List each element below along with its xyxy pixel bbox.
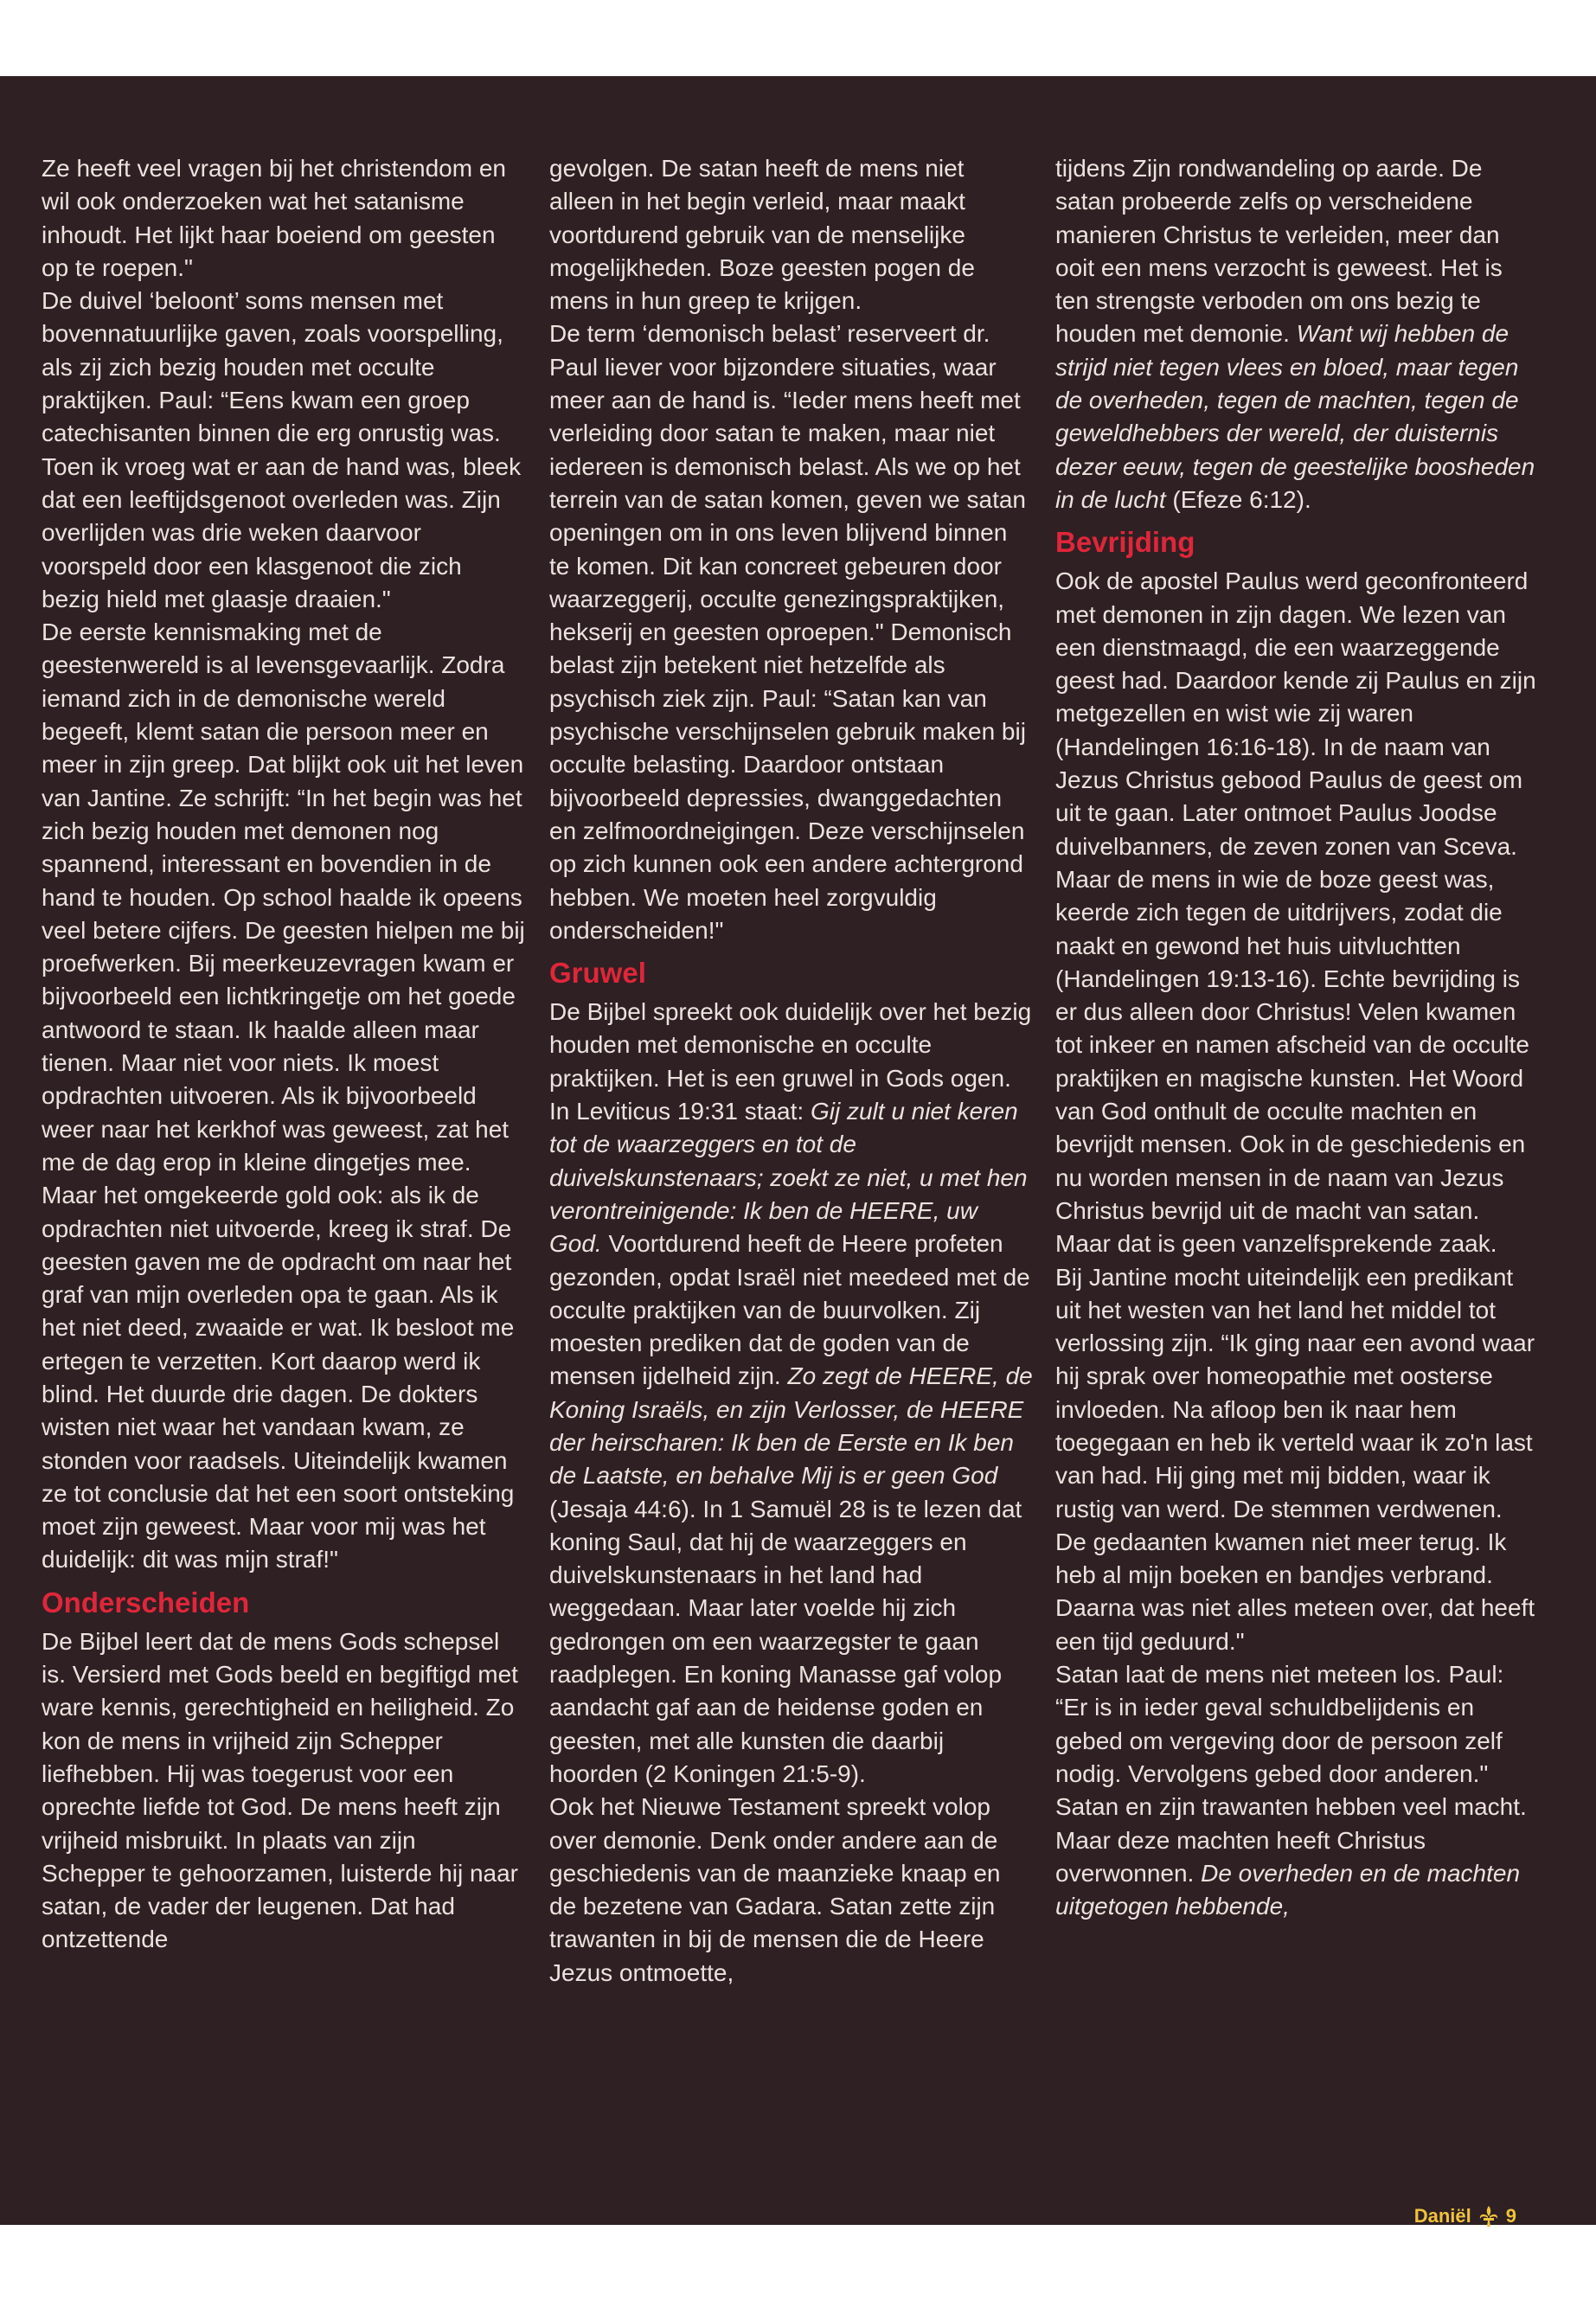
magazine-name: Daniël	[1413, 2205, 1471, 2227]
paragraph: De eerste kennismaking met de geestenwereld is al levensgevaarlijk. Zodra iemand zich in de demonische wereld begeeft, klemt satan die persoon meer en meer in zijn greep. Dat blijkt ook uit het leven van Jantine. Ze schrijft: “In het begin was het zich bezig houden met demonen nog spannend, interessant en bovendien in de hand te houden. Op school haalde ik opeens veel betere cijfers. De geesten hielpen me bij proefwerken. Bij meerkeuzevragen kwam er bijvoorbeeld een lichtkringetje om het goede antwoord te staan. Ik haalde alleen maar tienen. Maar niet voor niets. Ik moest opdrachten uitvoeren. Als ik bijvoorbeeld weer naar het kerkhof was geweest, zat het me de dag erop in kleine dingetjes mee. Maar het omgekeerde gold ook: als ik de opdrachten niet uitvoerde, kreeg ik straf. De geesten gaven me de opdracht om naar het graf van mijn overleden opa te gaan. Als ik het niet deed, zwaaide er wat. Ik besloot me ertegen te verzetten. Kort daarop werd ik blind. Het duurde drie dagen. De dokters wisten niet waar het vandaan kwam, ze stonden voor raadsels. Uiteindelijk kwamen ze tot conclusie dat het een soort ontsteking moet zijn geweest. Maar voor mij was het duidelijk: dit was mijn straf!"	[42, 619, 525, 1574]
text-run: (Efeze 6:12).	[1165, 485, 1311, 513]
text-run: (Jesaja 44:6). In 1 Samuël 28 is te lezen dat koning Saul, dat hij de waarzeggers en duivelskunstenaars in het land had weggedaan. Maar later voelde hij zich gedrongen om een waarzegster te gaan raadplegen. En koning Manasse gaf volop aandacht gaf aan de heidense goden en geesten, met alle kunsten die daarbij hoorden (2 Koningen 21:5-9).	[549, 1495, 1022, 1787]
paragraph: De term ‘demonisch belast’ reserveert dr. Paul liever voor bijzondere situaties, waar meer aan de hand is. “Ieder mens heeft met verleiding door satan te maken, maar niet iedereen is demonisch belast. Als we op het terrein van de satan komen, geven we satan openingen om in ons leven blijvend binnen te komen. Dit kan concreet gebeuren door waarzeggerij, occulte genezingspraktijken, hekserij en geesten oproepen." Demonisch belast zijn betekent niet hetzelfde als psychisch ziek zijn. Paul: “Satan kan van psychische verschijnselen gebruik maken bij occulte belasting. Daardoor ontstaan bijvoorbeeld depressies, dwanggedachten en zelfmoordneigingen. Deze verschijnselen op zich kunnen ook een andere achtergrond hebben. We moeten heel zorgvuldig onderscheiden!"	[549, 320, 1027, 944]
paragraph: gevolgen. De satan heeft de mens niet alleen in het begin verleid, maar maakt voortdurend gebruik van de menselijke mogelijkheden. Boze geesten pogen de mens in hun greep te krijgen.	[549, 155, 975, 315]
column-1	[42, 152, 526, 1957]
page-number: 9	[1505, 2205, 1516, 2227]
text-run: Voortdurend heeft de Heere profeten gezonden, opdat Israël niet meedeed met de occulte praktijken van de buurvolken. Zij moesten prediken dat de goden van de mensen ijdelheid zijn.	[549, 1230, 1030, 1390]
section-heading-gruwel: Gruwel	[549, 957, 646, 990]
bible-quote: De overheden en de machten uitgetogen hebbende,	[1055, 1859, 1521, 1920]
fleur-de-lis-icon	[1477, 2204, 1501, 2228]
paragraph: De duivel ‘beloont’ soms mensen met bovennatuurlijke gaven, zoals voorspelling, als zij zich bezig houden met occulte praktijken. Paul: “Eens kwam een groep catechisanten binnen die erg onrustig was. Toen ik vroeg wat er aan de hand was, bleek dat een leeftijdsgenoot overleden was. Zijn overlijden was drie weken daarvoor voorspeld door een klasgenoot die zich bezig hield met glaasje draaien."	[42, 287, 522, 612]
text-run: De Bijbel spreekt ook duidelijk over het bezig houden met demonische en occulte praktijken. Het is een gruwel in Gods ogen. In Leviticus 19:31 staat:	[549, 998, 1032, 1125]
paragraph	[549, 996, 1034, 1791]
magazine-page	[0, 76, 1596, 2225]
paragraph: Ze heeft veel vragen bij het christendom en wil ook onderzoeken wat het satanisme inhoudt. Het lijkt haar boeiend om geesten op te roepen."	[42, 155, 506, 281]
bible-quote: Gij zult u niet keren tot de waarzeggers en tot de duivelskunstenaars; zoekt ze niet, u met hen verontreinigende: Ik ben de HEERE, uw God.	[549, 1098, 1028, 1258]
page-footer	[1414, 2204, 1516, 2228]
bible-quote: Zo zegt de HEERE, de Koning Israëls, en zijn Verlosser, de HEERE der heirscharen: Ik ben de Eerste en Ik ben de Laatste, en behalve Mij is er geen God	[549, 1362, 1033, 1490]
bible-quote: Want wij hebben de strijd niet tegen vlees en bloed, maar tegen de overheden, tegen de machten, tegen de geweldhebbers der wereld, der duisternis dezer eeuw, tegen de geestelijke boosheden in de lucht	[1055, 320, 1535, 513]
text-run: Satan en zijn trawanten hebben veel macht. Maar deze machten heeft Christus overwonnen.	[1055, 1793, 1527, 1887]
paragraph: Ook het Nieuwe Testament spreekt volop over demonie. Denk onder andere aan de geschiedenis van de maanzieke knaap en de bezetene van Gadara. Satan zette zijn trawanten in bij de mensen die de Heere Jezus ontmoette,	[549, 1793, 1001, 1986]
paragraph: Satan laat de mens niet meteen los. Paul: “Er is in ieder geval schuldbelijdenis en gebed om vergeving door de persoon zelf nodig. Vervolgens gebed door anderen."	[1055, 1661, 1504, 1787]
section-heading-onderscheiden: Onderscheiden	[42, 1586, 250, 1618]
paragraph: Ook de apostel Paulus werd geconfronteerd met demonen in zijn dagen. We lezen van een dienstmaagd, die een waarzeggende geest had. Daardoor kende zij Paulus en zijn metgezellen en wist wie zij waren (Handelingen 16:16-18). In de naam van Jezus Christus gebood Paulus de geest om uit te gaan. Later ontmoet Paulus Joodse duivelbanners, de zeven zonen van Sceva. Maar de mens in wie de boze geest was, keerde zich tegen de uitdrijvers, zodat die naakt en gewond het huis uitvluchtten (Handelingen 19:13-16). Echte bevrijding is er dus alleen door Christus! Velen kwamen tot inkeer en namen afscheid van de occulte praktijken en magische kunsten. Het Woord van God onthult de occulte machten en bevrijdt mensen. Ook in de geschiedenis en nu worden mensen in de naam van Jezus Christus bevrijd uit de macht van satan. Maar dat is geen vanzelfsprekende zaak.	[1055, 567, 1536, 1258]
column-2	[549, 152, 1034, 1990]
text-run: tijdens Zijn rondwandeling op aarde. De satan probeerde zelfs op verscheidene manieren Christus te verleiden, meer dan ooit een mens verzocht is geweest. Het is ten strengste verboden om ons bezig te houden met demonie.	[1055, 155, 1503, 348]
paragraph	[1055, 152, 1540, 516]
paragraph: Bij Jantine mocht uiteindelijk een predikant uit het westen van het land het middel tot verlossing zijn. “Ik ging naar een avond waar hij sprak over homeopathie met oosterse invloeden. Na afloop ben ik naar hem toegegaan en heb ik verteld waar ik zo'n last van had. Hij ging met mij bidden, waar ik rustig van werd. De stemmen verdwenen. De gedaanten kwamen niet meer terug. Ik heb al mijn boeken en bandjes verbrand. Daarna was niet alles meteen over, dat heeft een tijd geduurd."	[1055, 1263, 1535, 1655]
paragraph	[1055, 1791, 1540, 1923]
paragraph: De Bijbel leert dat de mens Gods schepsel is. Versierd met Gods beeld en begiftigd met ware kennis, gerechtigheid en heiligheid. Zo kon de mens in vrijheid zijn Schepper liefhebben. Hij was toegerust voor een oprechte liefde tot God. De mens heeft zijn vrijheid misbruikt. In plaats van zijn Schepper te gehoorzamen, luisterde hij naar satan, de vader der leugenen. Dat had ontzettende	[42, 1627, 519, 1953]
section-heading-bevrijding: Bevrijding	[1055, 526, 1195, 559]
column-3	[1055, 152, 1540, 1923]
